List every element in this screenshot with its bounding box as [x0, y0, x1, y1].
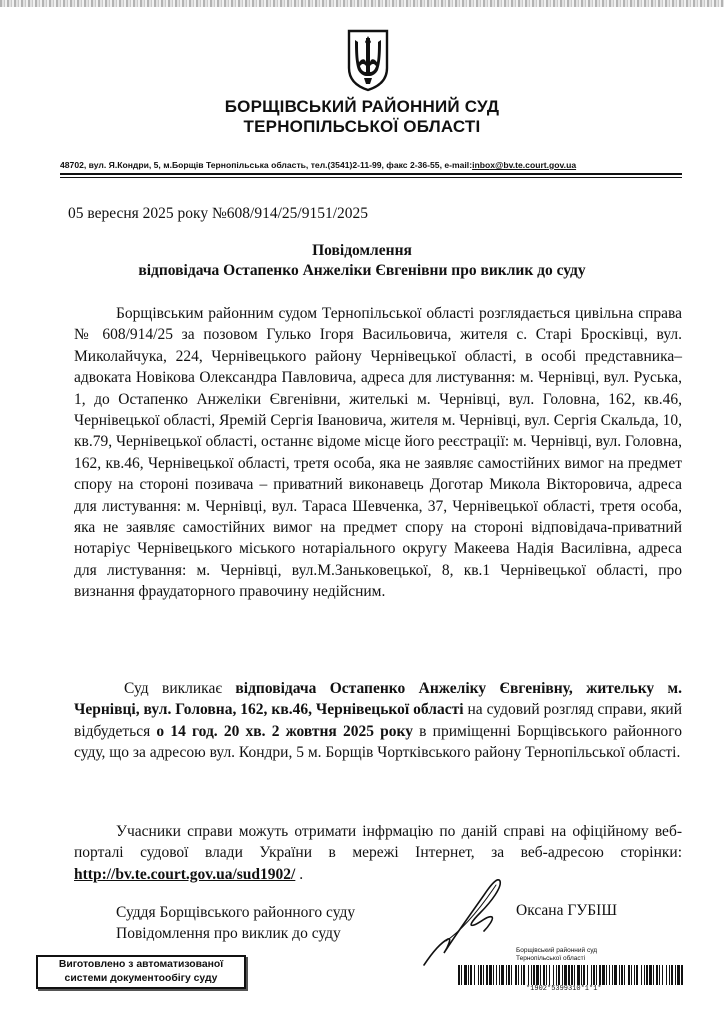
edms-stamp [36, 955, 246, 989]
notice-title: Повідомлення [312, 242, 412, 259]
court-website-link[interactable]: http://bv.te.court.gov.ua/sud1902/ [74, 865, 296, 883]
court-region: ТЕРНОПІЛЬСЬКОЇ ОБЛАСТІ [243, 117, 481, 136]
scan-edge [0, 0, 724, 7]
summons-text-3: в приміщенні Борщівського районного суду, що за адресою вул. Кондри, 5 м. Борщів Чортківського району Тернопільської області. [74, 722, 682, 762]
court-name: БОРЩІВСЬКИЙ РАЙОННИЙ СУД [224, 97, 500, 116]
summons-defendant: відповідача Остапенко Анжеліку Євгенівну, жительку м. Чернівці, вул. Головна, 162, кв.46, Чернівецької області [74, 680, 682, 719]
summons-paragraph [74, 678, 682, 764]
info-text-end: . [295, 865, 304, 883]
signer-title: Суддя Борщівського районного суду [116, 904, 356, 921]
court-address [60, 160, 680, 170]
header-divider-thin [60, 177, 682, 178]
signer-subtitle: Повідомлення про виклик до суду [116, 925, 341, 942]
header-divider [60, 173, 682, 175]
barcode-label-region: Тернопільської області [516, 955, 586, 962]
barcode-label-court: Борщівський районний суд [516, 947, 598, 954]
info-paragraph [74, 821, 682, 885]
judge-name: Оксана ГУБІШ [516, 902, 617, 919]
barcode-block [516, 947, 686, 993]
summons-text-1: Суд викликає [124, 680, 236, 697]
court-email-link[interactable]: inbox@bv.te.court.gov.ua [472, 160, 577, 170]
barcode-code: *1902*5399310*1*1* [526, 985, 602, 993]
handwritten-signature-icon [418, 875, 518, 970]
case-description-text: Борщівським районним судом Тернопільської області розглядається цивільна справа № 608/914/25 за позовом Гулько Ігоря Васильовича, жителя с. Старі Броскiвці, вул. Миколайчука, 224, Чернівецького району Чернівецької області, в особі представника–адвоката Новікова Олександра Павловича, адреса для листування: м. Чернівці, вул. Руська, 1, до Остапенко Анжеліки Євгенівни, жителькі м. Чернівці, вул. Головна, 162, кв.46, Чернівецької області, Яремій Сергія Івановича, жителя м. Чернівці, вул. Сергія Скальда, 10, кв.79, Чернівецької області, останнє відоме місце його реєстрації: м. Чернівці, вул. Головна, 162, кв.46, Чернівецької області, третя особа, яка не заявляє самостійних вимог на предмет спору на стороні позивача – приватний виконавець Доготар Микола Вікторовича, адреса для листування: м. Чернівці, вул. Тараса Шевченка, 37, Чернівецької області, третя особа, яка не заявляє самостійних вимог на предмет спору на стороні відповідача-приватний нотаріус Чернівецького міського нотаріального округу Макеева Надія Василівна, адреса для листування: м. Чернівці, вул.М.Заньковецької, 8, кв.1 Чернівецької області, про визнання фраудаторного правочину недійсним. [74, 305, 682, 601]
edms-stamp-line1: Виготовлено з автоматизованої [58, 959, 224, 970]
notice-subtitle: відповідача Остапенко Анжеліки Євгенівни про виклик до суду [138, 262, 586, 279]
trident-coat-of-arms-icon [346, 28, 390, 92]
info-text: Учасники справи можуть отримати інфрмацію по даній справі на офіційному веб-порталі судової влади України в мережі Інтернет, за веб-адресою сторінки: [74, 823, 682, 862]
summons-datetime: о 14 год. 20 хв. 2 жовтня 2025 року [156, 722, 413, 740]
case-description-paragraph [74, 303, 682, 603]
barcode-icon [458, 965, 684, 985]
court-address-text: 48702, вул. Я.Кондри, 5, м.Борщів Тернопільська область, тел.(3541)2-11-99, факс 2-36-55, e-mail: [60, 160, 473, 170]
edms-stamp-line2: системи документообігу суду [64, 973, 218, 984]
document-reference: 05 вересня 2025 року №608/914/25/9151/2025 [68, 205, 369, 222]
summons-text-2: на судовий розгляд справи, який відбудеться [74, 701, 682, 740]
